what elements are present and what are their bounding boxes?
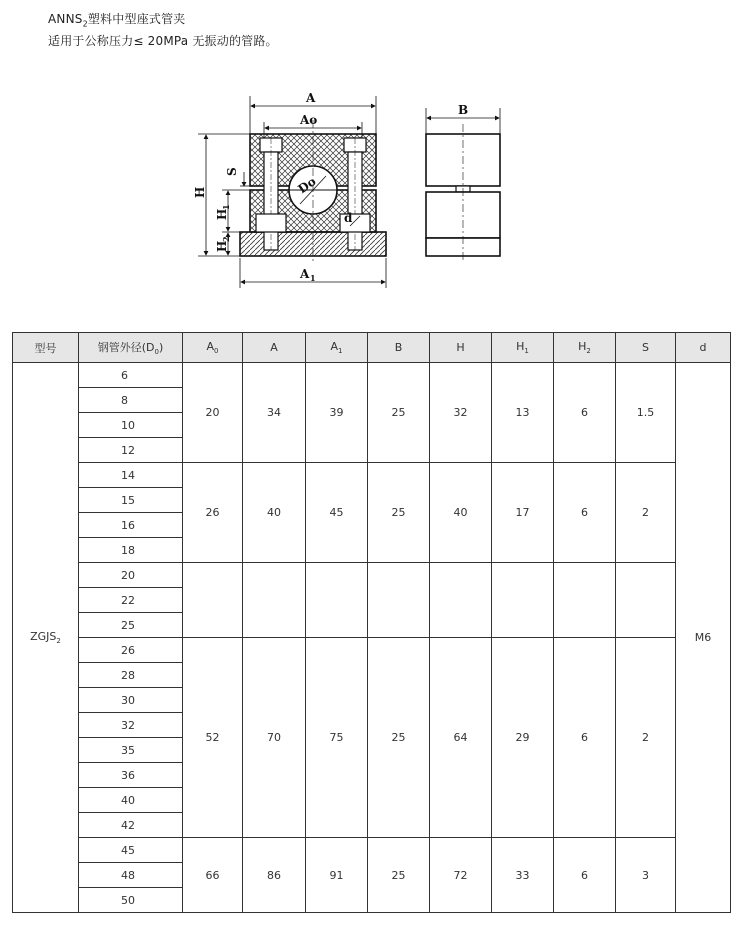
- pipe-diameter-cell: 22: [79, 588, 183, 613]
- pipe-diameter-cell: 35: [79, 738, 183, 763]
- table-row: [13, 563, 731, 588]
- b-cell: 25: [368, 638, 430, 838]
- h2-cell: [554, 563, 616, 638]
- table-row: [13, 638, 731, 663]
- pipe-diameter-cell: 50: [79, 888, 183, 913]
- dim-label-d: d: [344, 211, 353, 225]
- header-S: S: [616, 333, 676, 363]
- header-H2: $H_2$: [554, 333, 616, 363]
- a-cell: 70: [243, 638, 306, 838]
- h1-cell: 13: [492, 363, 554, 463]
- h1-cell: 29: [492, 638, 554, 838]
- h2-cell: 6: [554, 463, 616, 563]
- a0-cell: [183, 563, 243, 638]
- front-view: [240, 120, 386, 262]
- page-title: $ANNS_2$塑料中型座式管夹: [48, 12, 186, 29]
- b-cell: 25: [368, 463, 430, 563]
- pipe-diameter-cell: 6: [79, 363, 183, 388]
- dim-label-A1-sub: 1: [310, 273, 316, 283]
- dim-label-A: A: [306, 91, 316, 105]
- model-cell: $ZGJS_2$: [13, 363, 79, 913]
- dim-label-S: S: [225, 167, 239, 176]
- a0-cell: 66: [183, 838, 243, 913]
- spec-table: [12, 332, 731, 913]
- a1-cell: [306, 563, 368, 638]
- table-row: [13, 463, 731, 488]
- d-cell: M6: [676, 363, 731, 913]
- dim-label-B: B: [458, 103, 469, 117]
- header-B: B: [368, 333, 430, 363]
- a-cell: 34: [243, 363, 306, 463]
- dim-label-Ao: Ao: [300, 113, 318, 127]
- pipe-diameter-cell: 8: [79, 388, 183, 413]
- a-cell: [243, 563, 306, 638]
- pipe-diameter-cell: 15: [79, 488, 183, 513]
- a1-cell: 39: [306, 363, 368, 463]
- s-cell: [616, 563, 676, 638]
- a1-cell: 91: [306, 838, 368, 913]
- h1-cell: [492, 563, 554, 638]
- h1-cell: 33: [492, 838, 554, 913]
- table-header-row: [13, 333, 731, 363]
- a1-cell: 45: [306, 463, 368, 563]
- technical-drawing: [0, 0, 750, 320]
- h-cell: 64: [430, 638, 492, 838]
- h1-cell: 17: [492, 463, 554, 563]
- header-pipe-diameter: 钢管外径$(D_0)$: [79, 333, 183, 363]
- pipe-diameter-cell: 28: [79, 663, 183, 688]
- dim-label-H2: H: [215, 240, 229, 252]
- pipe-diameter-cell: 36: [79, 763, 183, 788]
- page-subtitle: 适用于公称压力≤ 20MPa 无振动的管路。: [48, 34, 278, 48]
- pipe-diameter-cell: 26: [79, 638, 183, 663]
- h2-cell: 6: [554, 638, 616, 838]
- s-cell: 2: [616, 463, 676, 563]
- pipe-diameter-cell: 42: [79, 813, 183, 838]
- h2-cell: 6: [554, 363, 616, 463]
- dim-label-Do: Do: [295, 174, 319, 197]
- side-view: [426, 108, 500, 262]
- b-cell: [368, 563, 430, 638]
- b-cell: 25: [368, 838, 430, 913]
- dim-label-H: H: [193, 186, 207, 198]
- s-cell: 1.5: [616, 363, 676, 463]
- dim-label-H2-sub: 2: [221, 236, 231, 242]
- pipe-diameter-cell: 14: [79, 463, 183, 488]
- header-H1: $H_1$: [492, 333, 554, 363]
- pipe-diameter-cell: 10: [79, 413, 183, 438]
- a0-cell: 26: [183, 463, 243, 563]
- header-H: H: [430, 333, 492, 363]
- h-cell: 72: [430, 838, 492, 913]
- h-cell: 32: [430, 363, 492, 463]
- table-row: [13, 363, 731, 388]
- table-row: [13, 838, 731, 863]
- pipe-diameter-cell: 16: [79, 513, 183, 538]
- a0-cell: 52: [183, 638, 243, 838]
- header-A1: $A_1$: [306, 333, 368, 363]
- dim-label-H1-sub: 1: [221, 204, 231, 210]
- pipe-diameter-cell: 48: [79, 863, 183, 888]
- pipe-diameter-cell: 30: [79, 688, 183, 713]
- header-model: 型号: [13, 333, 79, 363]
- h-cell: [430, 563, 492, 638]
- h2-cell: 6: [554, 838, 616, 913]
- pipe-diameter-cell: 40: [79, 788, 183, 813]
- s-cell: 3: [616, 838, 676, 913]
- pipe-diameter-cell: 45: [79, 838, 183, 863]
- pipe-diameter-cell: 20: [79, 563, 183, 588]
- pipe-diameter-cell: 12: [79, 438, 183, 463]
- a-cell: 86: [243, 838, 306, 913]
- pipe-diameter-cell: 18: [79, 538, 183, 563]
- b-cell: 25: [368, 363, 430, 463]
- pipe-diameter-cell: 25: [79, 613, 183, 638]
- header-d: d: [676, 333, 731, 363]
- header-A0: $A_0$: [183, 333, 243, 363]
- dim-label-A1: A: [300, 267, 310, 281]
- s-cell: 2: [616, 638, 676, 838]
- pipe-diameter-cell: 32: [79, 713, 183, 738]
- a-cell: 40: [243, 463, 306, 563]
- dim-label-H1: H: [215, 208, 229, 220]
- a1-cell: 75: [306, 638, 368, 838]
- h-cell: 40: [430, 463, 492, 563]
- a0-cell: 20: [183, 363, 243, 463]
- header-A: A: [243, 333, 306, 363]
